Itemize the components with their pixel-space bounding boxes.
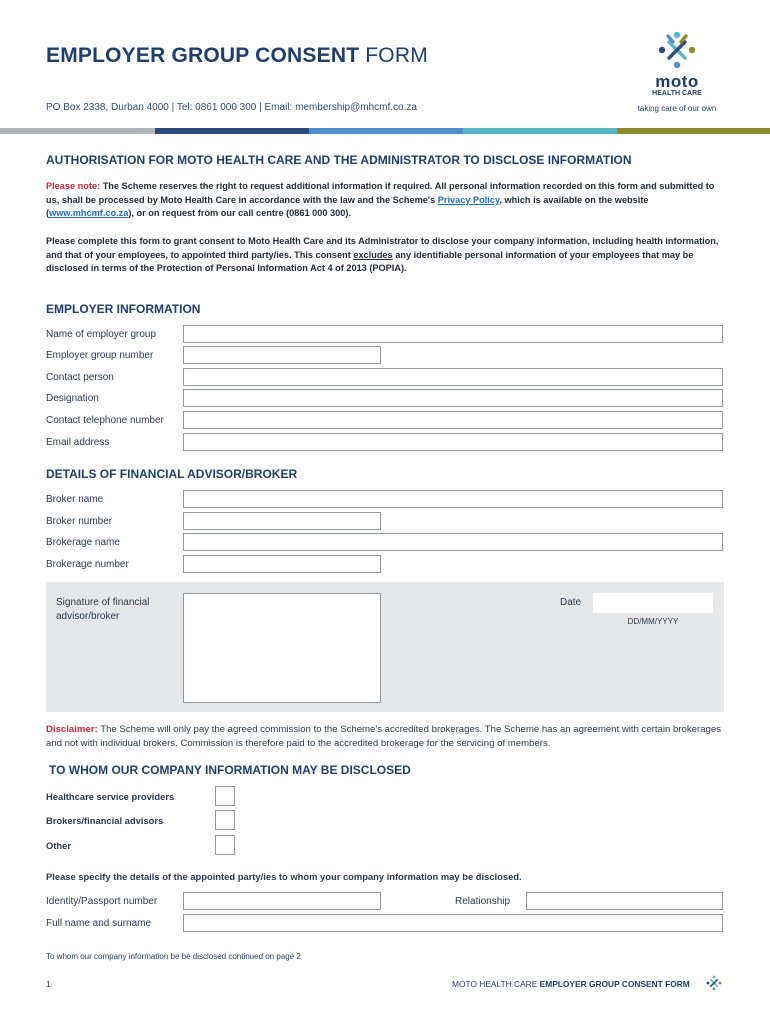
stripe-segment xyxy=(463,128,617,134)
healthcare-providers-checkbox[interactable] xyxy=(215,786,235,806)
broker-heading: DETAILS OF FINANCIAL ADVISOR/BROKER xyxy=(46,467,298,481)
disclosure-instruction: Please specify the details of the appointed party/ies to whom your company information may be disclosed. xyxy=(46,871,522,882)
employer-name-input[interactable] xyxy=(183,325,723,343)
privacy-policy-link[interactable]: Privacy Policy xyxy=(437,194,500,205)
field-label: Broker number xyxy=(46,516,113,527)
relationship-input[interactable] xyxy=(526,892,723,910)
field-label: Contact telephone number xyxy=(46,415,164,426)
field-label: Brokerage name xyxy=(46,537,120,548)
field-label: Designation xyxy=(46,393,99,404)
logo-brand: moto xyxy=(655,72,699,91)
auth-heading: AUTHORISATION FOR MOTO HEALTH CARE AND THE ADMINISTRATOR TO DISCLOSE INFORMATION xyxy=(46,153,632,167)
disclosure-heading: TO WHOM OUR COMPANY INFORMATION MAY BE DISCLOSED xyxy=(49,763,411,777)
employer-number-input[interactable] xyxy=(183,346,381,364)
stripe-segment xyxy=(617,128,770,134)
date-input[interactable] xyxy=(592,592,714,614)
date-label: Date xyxy=(560,597,582,608)
moto-footer-icon xyxy=(706,975,722,991)
other-checkbox[interactable] xyxy=(215,835,235,855)
website-link[interactable]: www.mhcmf.co.za xyxy=(49,208,129,218)
privacy-note: Please note: The Scheme reserves the right to request additional information if required. All personal information recorded on this form and submitted to us, shall be processed by Moto Health Care in accordance with the law and the Scheme's Privacy Policy, which is available on the website (www.mhcmf.co.za), or on request from our call centre (0861 000 300). xyxy=(46,181,715,218)
contact-person-input[interactable] xyxy=(183,368,723,386)
contact-telephone-input[interactable] xyxy=(183,411,723,429)
contact-details: PO Box 2338, Durban 4000 | Tel: 0861 000 300 | Email: membership@mhcmf.co.za xyxy=(46,102,417,113)
logo-tagline: taking care of our own xyxy=(637,104,717,113)
fullname-label: Full name and surname xyxy=(46,918,152,929)
option-label: Other xyxy=(46,840,72,851)
id-passport-input[interactable] xyxy=(183,892,381,910)
option-label: Healthcare service providers xyxy=(46,791,175,802)
consent-paragraph: Please complete this form to grant consent to Moto Health Care and its Administrator to disclose your company information, including health information, and that of your employees, to appointed third party/ies. This consent excludes any identifiable personal information of your employees that may be disclosed in terms of the Protection of Personal Information Act 4 of 2013 (POPIA). xyxy=(46,236,719,273)
field-label: Name of employer group xyxy=(46,329,157,340)
field-label: Contact person xyxy=(46,372,114,383)
logo-sub: HEALTH CARE xyxy=(652,90,702,97)
broker-name-input[interactable] xyxy=(183,490,723,508)
field-label: Brokerage number xyxy=(46,559,129,570)
moto-logo xyxy=(612,30,742,116)
id-label: Identity/Passport number xyxy=(46,896,158,907)
continued-note: To whom our company information be be disclosed continued on page 2 xyxy=(46,952,301,961)
brokers-advisors-checkbox[interactable] xyxy=(215,810,235,830)
disclaimer: Disclaimer: The Scheme will only pay the agreed commission to the Scheme's accredited brokerages. The Scheme has an agreement with certain brokerages and not with individual brokers. Commission is therefore paid to the accredited brokerage for the servicing of members. xyxy=(46,724,722,749)
footer-title: MOTO HEALTH CARE EMPLOYER GROUP CONSENT FORM xyxy=(452,979,690,989)
designation-input[interactable] xyxy=(183,389,723,407)
relationship-label: Relationship xyxy=(455,896,511,907)
broker-number-input[interactable] xyxy=(183,512,381,530)
email-address-input[interactable] xyxy=(183,433,723,451)
date-format-hint: DD/MM/YYYY xyxy=(627,617,679,626)
fullname-input[interactable] xyxy=(183,914,723,932)
moto-people-icon xyxy=(657,30,697,70)
page-title: EMPLOYER GROUP CONSENT FORM xyxy=(46,44,428,67)
field-label: Employer group number xyxy=(46,350,154,361)
signature-box[interactable] xyxy=(183,593,381,703)
field-label: Broker name xyxy=(46,494,104,505)
signature-label: Signature of financial advisor/broker xyxy=(56,597,150,622)
stripe-segment xyxy=(309,128,463,134)
page-number: 1 xyxy=(46,979,51,989)
brokerage-number-input[interactable] xyxy=(183,555,381,573)
field-label: Email address xyxy=(46,437,110,448)
stripe-segment xyxy=(0,128,155,134)
employer-heading: EMPLOYER INFORMATION xyxy=(46,302,201,316)
stripe-segment xyxy=(155,128,309,134)
option-label: Brokers/financial advisors xyxy=(46,815,164,826)
brokerage-name-input[interactable] xyxy=(183,533,723,551)
